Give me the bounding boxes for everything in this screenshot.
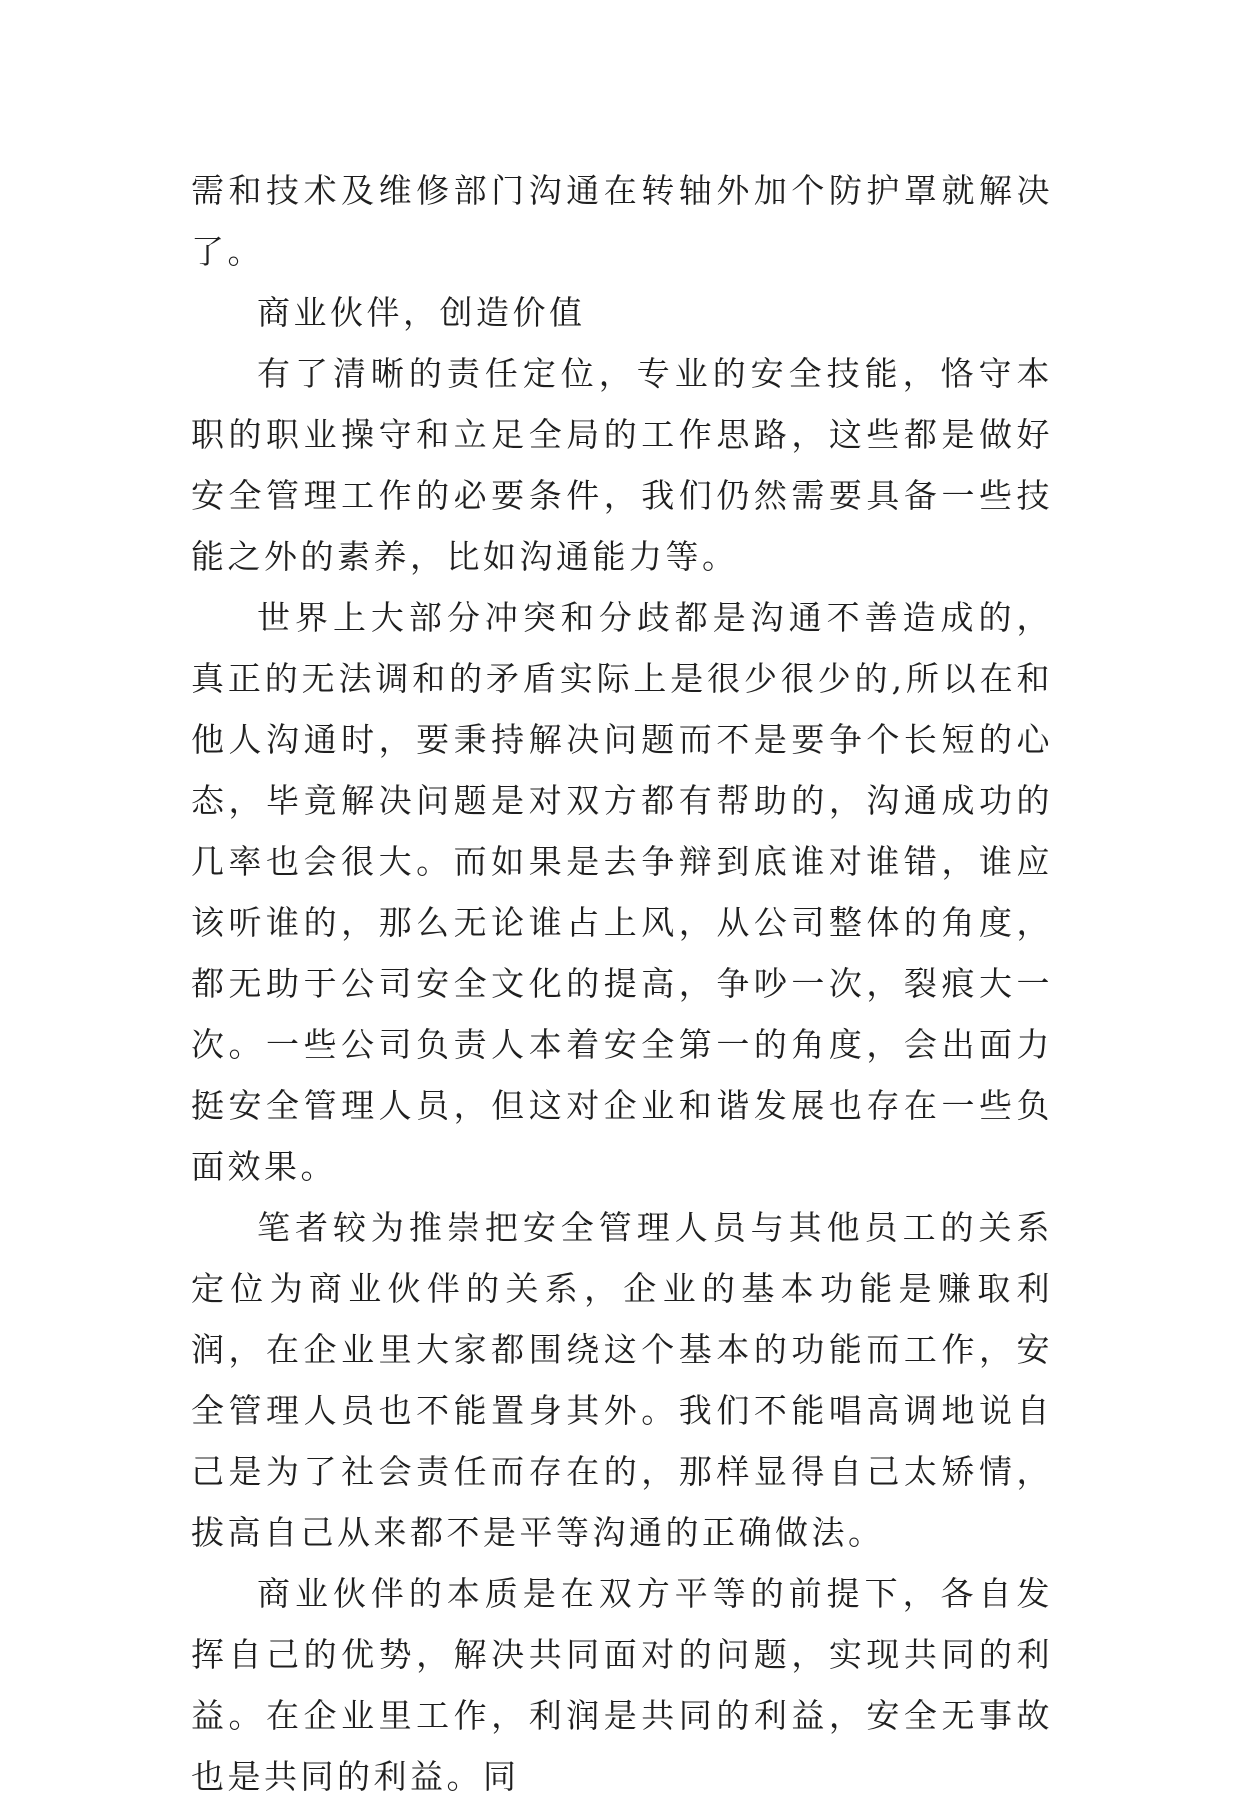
document-body: [191, 160, 1053, 1807]
body-paragraph: 笔者较为推崇把安全管理人员与其他员工的关系定位为商业伙伴的关系，企业的基本功能是赚取利润，在企业里大家都围绕这个基本的功能而工作，安全管理人员也不能置身其外。我们不能唱高调地说自己是为了社会责任而存在的，那样显得自己太矫情，拔高自己从来都不是平等沟通的正确做法。: [191, 1208, 1053, 1552]
continuation-paragraph: 需和技术及维修部门沟通在转轴外加个防护罩就解决了。: [191, 171, 1053, 271]
body-paragraph: 商业伙伴的本质是在双方平等的前提下，各自发挥自己的优势，解决共同面对的问题，实现共同的利益。在企业里工作，利润是共同的利益，安全无事故也是共同的利益。同: [191, 1574, 1053, 1796]
body-paragraph: 世界上大部分冲突和分歧都是沟通不善造成的，真正的无法调和的矛盾实际上是很少很少的,所以在和他人沟通时，要秉持解决问题而不是要争个长短的心态，毕竟解决问题是对双方都有帮助的，沟通成功的几率也会很大。而如果是去争辩到底谁对谁错，谁应该听谁的，那么无论谁占上风，从公司整体的角度，都无助于公司安全文化的提高，争吵一次，裂痕大一次。一些公司负责人本着安全第一的角度，会出面力挺安全管理人员，但这对企业和谐发展也存在一些负面效果。: [191, 598, 1053, 1186]
body-paragraph: 有了清晰的责任定位，专业的安全技能，恪守本职的职业操守和立足全局的工作思路，这些都是做好安全管理工作的必要条件，我们仍然需要具备一些技能之外的素养，比如沟通能力等。: [191, 354, 1053, 576]
section-heading: 商业伙伴，创造价值: [257, 293, 586, 332]
